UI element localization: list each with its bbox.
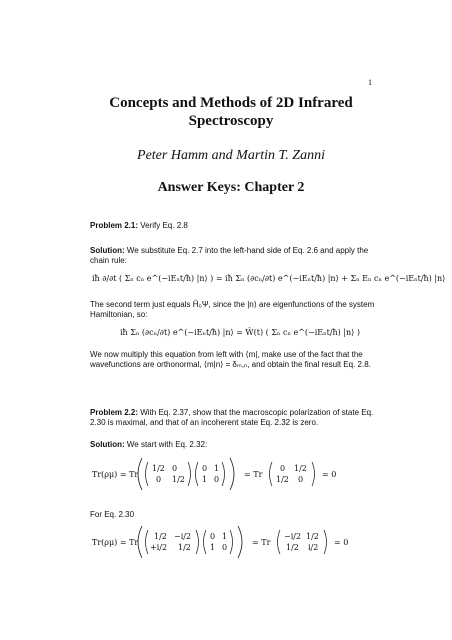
title-line-1: Concepts and Methods of 2D Infrared bbox=[109, 95, 353, 111]
m4-d: 1/2 bbox=[178, 543, 191, 552]
solution-text: We substitute Eq. 2.7 into the left-hand side of Eq. 2.6 and apply the chain rule: bbox=[90, 246, 369, 265]
m2-c: 1 bbox=[202, 475, 208, 484]
problem-2-1-label: Problem 2.1: bbox=[90, 221, 139, 230]
matrix-paren bbox=[188, 462, 191, 486]
document-title bbox=[90, 94, 372, 130]
m3-c: 1/2 bbox=[276, 475, 289, 484]
eq3-rhs: = 0 bbox=[322, 470, 337, 479]
matrix-paren bbox=[278, 530, 281, 554]
matrix-paren bbox=[312, 462, 315, 486]
m4-b: −i/2 bbox=[174, 532, 192, 541]
matrix-paren bbox=[270, 462, 273, 486]
title-line-2: Spectroscopy bbox=[188, 113, 274, 129]
m1-a: 1/2 bbox=[152, 464, 165, 473]
problem-2-1-question: Verify Eq. 2.8 bbox=[138, 221, 188, 230]
m2-a: 0 bbox=[202, 464, 208, 473]
problem-2-2-label: Problem 2.2: bbox=[90, 408, 139, 417]
solution-label-2: Solution: bbox=[90, 440, 125, 449]
problem-2-2-solution-intro bbox=[90, 440, 380, 450]
eq4-lhs: Tr(ρμ) = Tr bbox=[92, 538, 139, 547]
problem-2-1-text-3: We now multiply this equation from left with ⟨m|, make use of the fact that the wavefunctions are orthonormal, ⟨m|n⟩ = δₘ,ₙ, and obtain the final result Eq. 2.8. bbox=[90, 350, 371, 369]
m1-c: 0 bbox=[156, 475, 162, 484]
outer-paren-left bbox=[138, 526, 142, 558]
m5-d: 0 bbox=[222, 543, 228, 552]
m3-d: 0 bbox=[298, 475, 304, 484]
m3-a: 0 bbox=[280, 464, 286, 473]
solution-label: Solution: bbox=[90, 246, 125, 255]
m4-a: 1/2 bbox=[154, 532, 167, 541]
outer-paren-right bbox=[238, 526, 242, 558]
outer-paren-right bbox=[230, 458, 234, 490]
problem-2-2-question: With Eq. 2.37, show that the macroscopic polarization of state Eq. 2.30 is maximal, and that of an incoherent state Eq. 2.32 is zero. bbox=[90, 408, 374, 427]
equation-4 bbox=[90, 522, 390, 562]
m1-b: 0 bbox=[172, 464, 178, 473]
eq3-lhs: Tr(ρμ) = Tr bbox=[92, 470, 139, 479]
m5-a: 0 bbox=[210, 532, 216, 541]
eq3-mid: = Tr bbox=[244, 470, 263, 479]
problem-2-1-solution-intro bbox=[90, 246, 380, 266]
m4-c: +i/2 bbox=[150, 543, 168, 552]
problem-2-1-text-2: The second term just equals Ĥ₀Ψ, since the |n⟩ are eigenfunctions of the system Hamiltonian, so: bbox=[90, 300, 375, 319]
m2-b: 1 bbox=[214, 464, 220, 473]
m6-a: −i/2 bbox=[284, 532, 302, 541]
matrix-paren bbox=[204, 530, 207, 554]
for-eq-2-30: For Eq. 2.30 bbox=[90, 510, 135, 519]
equation-3 bbox=[90, 454, 390, 494]
problem-2-2-statement bbox=[90, 408, 380, 428]
problem-2-1-statement bbox=[90, 221, 380, 231]
matrix-paren bbox=[324, 530, 327, 554]
m6-b: 1/2 bbox=[306, 532, 319, 541]
matrix-paren bbox=[196, 530, 199, 554]
eq4-rhs: = 0 bbox=[334, 538, 349, 547]
matrix-paren bbox=[146, 462, 149, 486]
m2-d: 0 bbox=[214, 475, 220, 484]
eq4-mid: = Tr bbox=[252, 538, 271, 547]
outer-paren-left bbox=[138, 458, 142, 490]
m3-b: 1/2 bbox=[294, 464, 307, 473]
m1-d: 1/2 bbox=[172, 475, 185, 484]
matrix-paren bbox=[146, 530, 149, 554]
m6-c: 1/2 bbox=[286, 543, 299, 552]
m6-d: i/2 bbox=[308, 543, 319, 552]
matrix-paren bbox=[196, 462, 199, 486]
matrix-paren bbox=[230, 530, 233, 554]
matrix-paren bbox=[222, 462, 225, 486]
m5-c: 1 bbox=[210, 543, 216, 552]
equation-1: iħ ∂/∂t ( Σₙ cₙ e^(−iEₙt/ħ) |n⟩ ) = iħ Σₙ (∂cₙ/∂t) e^(−iEₙt/ħ) |n⟩ + Σₙ Eₙ cₙ e^(−iEₙt/ħ) |n⟩ bbox=[92, 274, 446, 283]
equation-2: iħ Σₙ (∂cₙ/∂t) e^(−iEₙt/ħ) |n⟩ = Ŵ(t) ( Σₙ cₙ e^(−iEₙt/ħ) |n⟩ ) bbox=[120, 328, 360, 337]
page-number: 1 bbox=[368, 78, 372, 87]
solution-text-2: We start with Eq. 2.32: bbox=[124, 440, 208, 449]
authors: Peter Hamm and Martin T. Zanni bbox=[137, 148, 325, 163]
m5-b: 1 bbox=[222, 532, 228, 541]
subtitle: Answer Keys: Chapter 2 bbox=[157, 180, 305, 195]
